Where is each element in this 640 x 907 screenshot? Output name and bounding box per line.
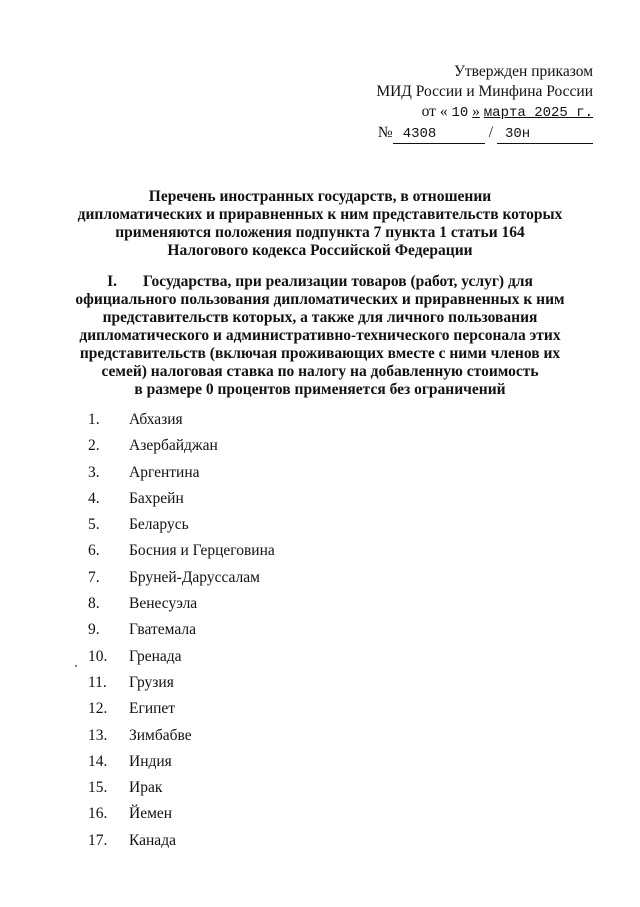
country-name: Абхазия xyxy=(129,411,183,428)
country-name: Канада xyxy=(129,831,176,849)
country-name: Азербайджан xyxy=(129,437,218,455)
item-number: 6. xyxy=(88,542,100,560)
country-name: Бахрейн xyxy=(129,489,184,507)
country-name: Беларусь xyxy=(129,516,189,534)
item-number: 11. xyxy=(88,673,107,691)
country-name: Индия xyxy=(129,752,172,770)
item-number: 1. xyxy=(88,411,100,428)
item-number: 2. xyxy=(88,437,100,455)
date-month-year: марта 2025 г. xyxy=(483,105,593,121)
item-number: 14. xyxy=(88,752,108,770)
date-day: 10 xyxy=(451,105,469,121)
item-number: 10. xyxy=(88,647,108,665)
scan-speck xyxy=(75,665,77,667)
approval-line-1: Утвержден приказом xyxy=(453,63,593,80)
country-name: Гренада xyxy=(129,647,182,665)
section-line: в размере 0 процентов применяется без ограничений xyxy=(134,381,506,398)
section-line: семей) налоговая ставка по налогу на добавленную стоимость xyxy=(101,363,539,380)
section-line: представительств (включая проживающих вместе с ними членов их xyxy=(79,345,561,362)
date-close: » xyxy=(472,103,480,120)
date-prefix: от « xyxy=(421,103,448,120)
approval-stamp xyxy=(376,62,593,144)
section-line: дипломатического и административно-технического персонала этих xyxy=(79,327,561,344)
country-name: Венесуэла xyxy=(129,595,198,613)
title-line: применяются положения подпункта 7 пункта 1 статьи 164 xyxy=(115,224,525,241)
item-number: 5. xyxy=(88,516,100,534)
number-slash: / xyxy=(488,124,493,141)
item-number: 12. xyxy=(88,700,108,718)
number-main: 4308 xyxy=(393,125,485,144)
item-number: 4. xyxy=(88,489,100,507)
item-number: 3. xyxy=(88,463,100,481)
section-line xyxy=(60,273,580,291)
section-line: официального пользования дипломатических и приравненных к ним xyxy=(75,291,565,308)
section-line-text: Государства, при реализации товаров (работ, услуг) для xyxy=(143,273,533,290)
country-name: Йемен xyxy=(129,805,173,823)
item-number: 15. xyxy=(88,779,108,797)
item-number: 8. xyxy=(88,595,100,613)
country-name: Аргентина xyxy=(129,463,200,481)
title-line: дипломатических и приравненных к ним представительств которых xyxy=(77,206,563,223)
item-number: 17. xyxy=(88,831,108,849)
section-numeral: I. xyxy=(107,273,118,290)
country-name: Гватемала xyxy=(129,621,196,639)
item-number: 7. xyxy=(88,568,100,586)
item-number: 16. xyxy=(88,805,108,823)
item-number: 9. xyxy=(88,621,100,639)
title-line: Перечень иностранных государств, в отношении xyxy=(148,188,492,205)
section-line: представительств которых, а также для личного пользования xyxy=(102,309,538,326)
title-line: Налогового кодекса Российской Федерации xyxy=(167,242,473,259)
approval-date xyxy=(376,102,593,123)
section-heading xyxy=(60,273,580,399)
document-title xyxy=(60,188,580,260)
country-name: Грузия xyxy=(129,673,174,691)
country-name: Босния и Герцеговина xyxy=(129,542,275,560)
country-name: Зимбабве xyxy=(129,726,192,744)
number-sign: № xyxy=(377,124,393,141)
number-suffix: 30н xyxy=(497,125,593,144)
country-name: Египет xyxy=(129,700,176,718)
item-number: 13. xyxy=(88,726,108,744)
country-name: Бруней-Даруссалам xyxy=(129,568,260,586)
approval-line-2: МИД России и Минфина России xyxy=(376,83,593,100)
country-name: Ирак xyxy=(129,779,163,797)
approval-number xyxy=(376,123,593,144)
